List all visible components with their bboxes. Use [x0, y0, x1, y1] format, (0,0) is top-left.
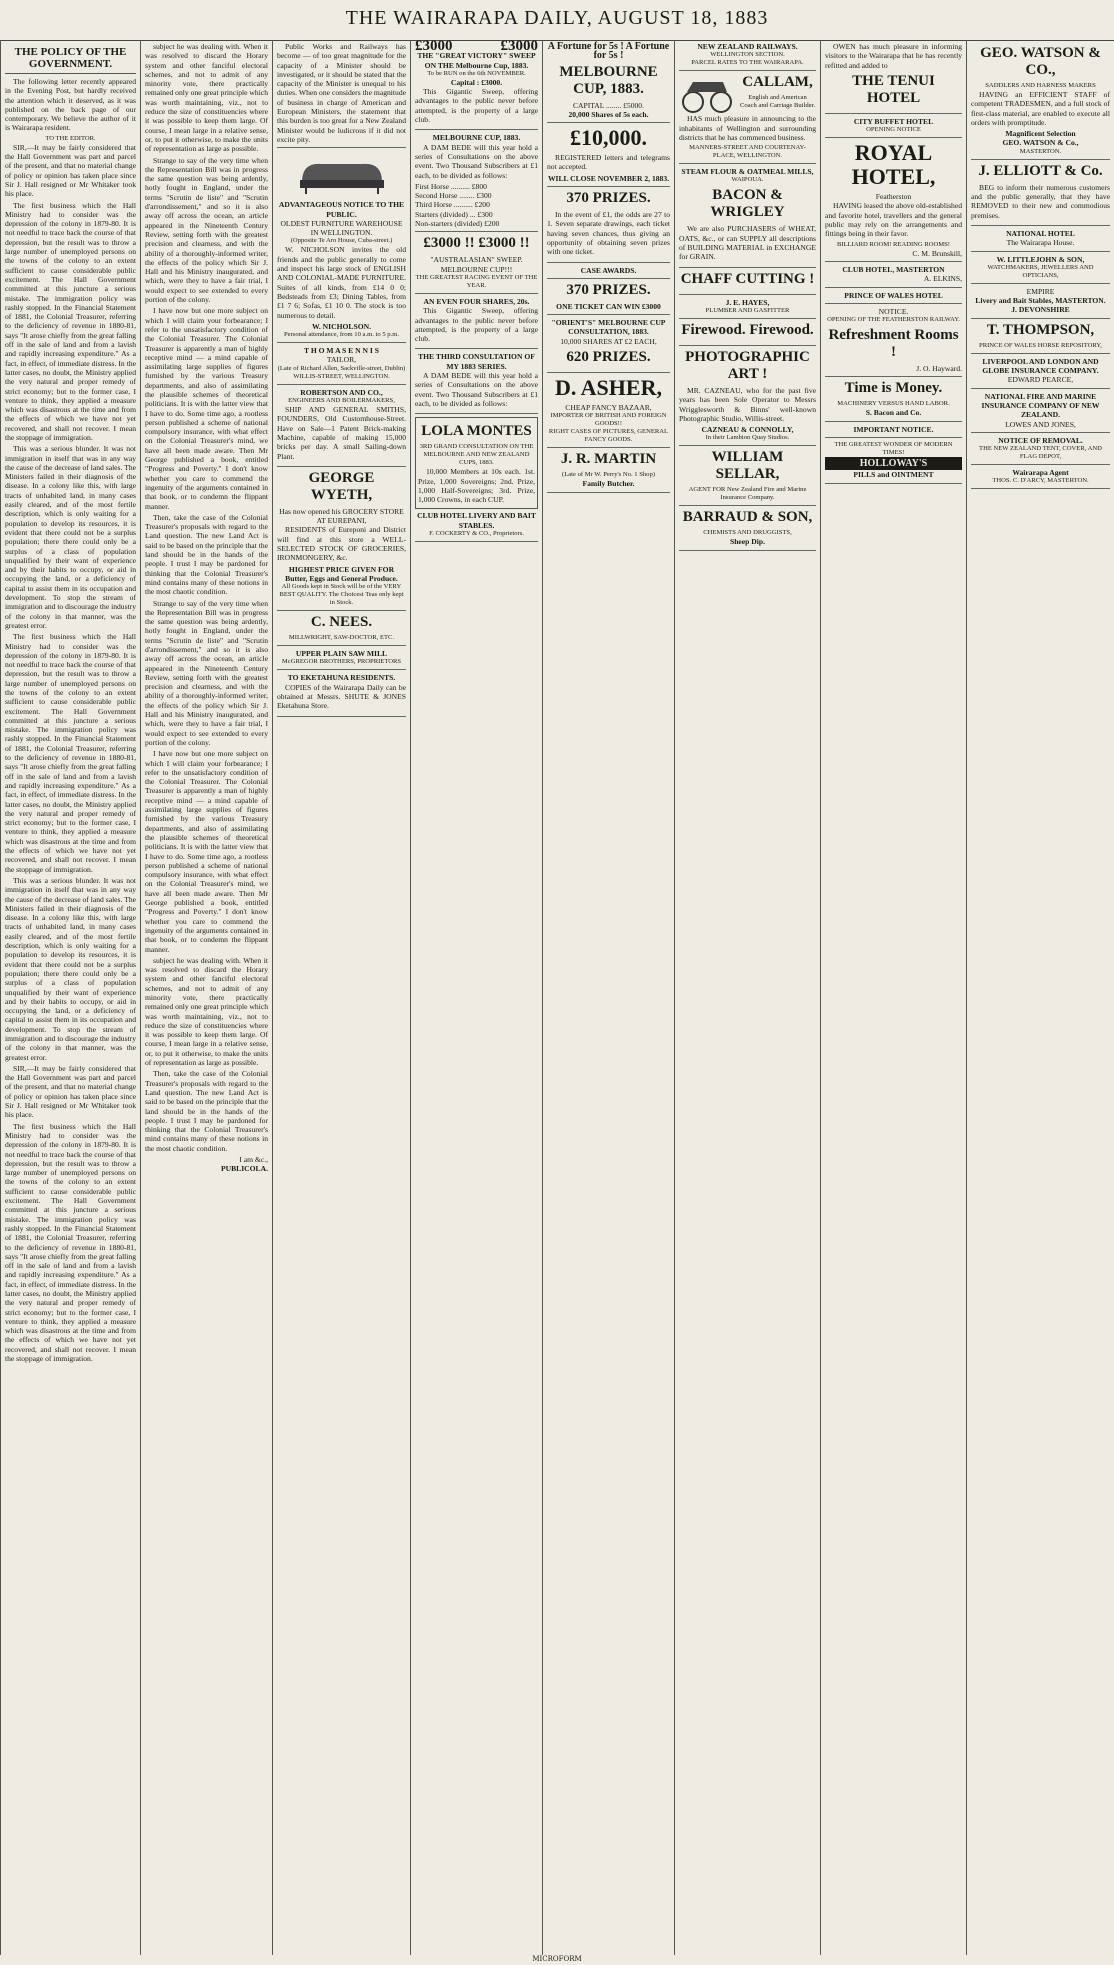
article-intro: The following letter recently appeared in the Evening Post, but hardly received the attention which it deserved, as it was published on the back page of our contemporary. We believe the author of it is Wairarapa resident.: [5, 77, 136, 133]
ad-photographic: PHOTOGRAPHIC ART ! MR. CAZNEAU, who for the past five years has been Sole Operator to Messrs Wrigglesworth & Binns' well-known Photographic Studio, Willis-street. CAZNEAU & CONNOLLY, In their Lambton Quay Studios.: [679, 349, 816, 446]
ad-saw-mill: UPPER PLAIN SAW MILL McGREGOR BROTHERS, PROPRIETORS: [277, 649, 406, 670]
ad-ennis: T H O M A S E N N I S TAILOR, (Late of Richard Allen, Sackville-street, Dublin) WILLIS-STREET, WELLINGTON.: [277, 346, 406, 385]
article-paragraph: Strange to say of the very time when the Representation Bill was in progress the same question was being ardently, hotly fought in England, under the terms "Scrutin de liste" and "Scrutin d'arrondissement," and so it is also away off across the ocean, an article appeared in the Nineteenth Century Review, setting forth with the greatest precision and clearness, and with the ability of a thoroughly-informed writer, the effects of the policy which Sir J. Hall and his Ministry inaugurated, and which, were they to have a fair trial, I would expect to see extended to every portion of the colony.: [145, 155, 268, 305]
article-paragraph: SIR,—It may be fairly considered that the Hall Government was part and parcel of the present, and that no material change of policy or opinion has taken place since Sir J. Hall resigned or Mr Whitaker took his place.: [5, 142, 136, 199]
article-paragraph: subject he was dealing with. When it was resolved to discard the Horary system and other fanciful electoral schemes, and not to admit of any minority vote, there practically remained only one great principle which was worth maintaining, viz., not to reduce the size of constituencies where it was possible to keep them large. Of course, I mean large in a relative sense, or, to put it otherwise, to make the units of representation as large as possible.: [145, 955, 268, 1068]
ad-railways: NEW ZEALAND RAILWAYS. WELLINGTON SECTION. PARCEL RATES TO THE WAIRARAPA.: [679, 42, 816, 71]
article-paragraph: This was a serious blunder. It was not immigration in itself that was in any way the cause of the decrease of land sales. The Ministers failed in their diagnosis of the disease. In a colony like this, with large tracts of unhabited land, in many cases easily cleared, and of the most fertile description, which is only waiting for a population to develop its resources, it is evident that there could not be a surplus population; there there could only be a surplus of a class of population unqualified by their want of experience and by their habits to occupy, or aid in occupying the land, or a deficiency of capital to assist them in its occupation and development. To stop the stream of immigration and to discourage the industry of the colony in that manner, was the greatest error.: [5, 444, 136, 630]
ad-time-is-money: Time is Money. MACHINERY VERSUS HAND LABOR. S. Bacon and Co.: [825, 380, 962, 421]
ad-asher: D. ASHER, CHEAP FANCY BAZAAR, IMPORTER OF BRITISH AND FOREIGN GOODS!! RIGHT CASES OF PICTURES, GENERAL FANCY GOODS.: [547, 376, 670, 448]
ad-elliott: J. ELLIOTT & Co. BEG to inform their numerous customers and the public generally, that they have REMOVED to their new and commodious premises.: [971, 163, 1110, 226]
ad-holloway: THE GREATEST WONDER OF MODERN TIMES! HOLLOWAY'S PILLS and OINTMENT: [825, 441, 962, 484]
ad-370-prizes-b: 370 PRIZES. ONE TICKET CAN WIN £3000: [547, 282, 670, 315]
article-paragraph: Then, take the case of the Colonial Treasurer's proposals with regard to the Land question. The new Land Act is said to be based on the principle that the land should be in the hands of the people. I trust I may be pardoned for thinking that the Colonial Treasurer's mind contains many of these notions in the most chaotic condition.: [145, 1069, 268, 1153]
article-paragraph: The first business which the Hall Ministry had to consider was the depression of the colony in 1879-80. It is not needful to trace back the course of that depression, but the result was to throw a large number of unemployed persons on the towns of the colony to an extent sufficient to cause considerable public excitement. The Hall Government committed at this juncture a serious mistake. The immigration policy was rashly stopped. In the Financial Statement of 1881, the Colonial Treasurer, referring to the deficiency of revenue in 1880-81, says "It arose chiefly from the great falling off in the sale of land and from a lavish and rapidly increasing expenditure." As a fact, in effect, of immediate distress. In the latter cases, no doubt, the Ministry applied the very natural and proper remedy of strict economy; but to the former case, I venture to think, they applied a measure which was disastrous at the time and from the effects of which we have not yet recovered, and shall not recover. I mean the stoppage of immigration.: [5, 200, 136, 442]
masthead: THE WAIRARAPA DAILY, AUGUST 18, 1883: [0, 0, 1114, 41]
ad-prince-of-wales: PRINCE OF WALES HOTEL: [825, 291, 962, 304]
ad-darcy: Wairarapa Agent THOS. C. D'ARCY, MASTERTON.: [971, 468, 1110, 489]
ad-firewood: Firewood. Firewood.: [679, 322, 816, 346]
column-4: [410, 40, 542, 1955]
sofa-illustration: [292, 152, 392, 196]
ad-removal: NOTICE OF REMOVAL. THE NEW ZEALAND TENT, COVER, AND FLAG DEPOT,: [971, 436, 1110, 465]
article-paragraph: I have now but one more subject on which I will claim your forbearance; I refer to the unsatisfactory condition of the Colonial Treasurer. The Colonial Treasurer is apparently a man of highly receptive mind — a mind capable of assimilating large supplies of figures furnished by the various Treasury departments, and also of assimilating the plausible schemes of theoretical politicians. It is with the latter view that I have to do. Some time ago, a rootless person published a scheme of national compulsory insurance, with what effect on the Colonial Treasurer's mind, we have all been made aware. Then Mr George published a book, entitled "Progress and Poverty." I don't know whether you care to commend the ingenuity of the arguments contained in that book, or to condemn the flippant manner.: [145, 749, 268, 954]
ad-city-buffet: CITY BUFFET HOTEL OPENING NOTICE: [825, 117, 962, 138]
ad-eketahuna: TO EKETAHUNA RESIDENTS. COPIES of the Wairarapa Daily can be obtained at Messrs. SHUTE & JONES Eketahuna Store.: [277, 673, 406, 716]
article-paragraph: The first business which the Hall Ministry had to consider was the depression of the colony in 1879-80. It is not needful to trace back the course of that depression, but the result was to throw a large number of unemployed persons on the towns of the colony to an extent sufficient to cause considerable public excitement. The Hall Government committed at this juncture a serious mistake. The immigration policy was rashly stopped. In the Financial Statement of 1881, the Colonial Treasurer, referring to the deficiency of revenue in 1880-81, says "It arose chiefly from the great falling off in the sale of land and from a lavish and rapidly increasing expenditure." As a fact, in effect, of immediate distress. In the latter cases, no doubt, the Ministry applied the very natural and proper remedy of strict economy; but to the former case, I venture to think, they applied a measure which was disastrous at the time and from the effects of which we have not yet recovered, and shall not recover. I mean the stoppage of immigration.: [5, 1121, 136, 1364]
ad-lola-montes: LOLA MONTES 3RD GRAND CONSULTATION ON THE MELBOURNE AND NEW ZEALAND CUPS, 1883. 10,000 Members at 10s each. 1st. Prize, 1,000 Sovereigns; 2nd. Prize, 1,000 Half-Sovereigns; 3rd. Prize, 1,000 Crowns, in each CUP.: [415, 417, 538, 509]
page-footer: MICROFORM: [532, 1955, 582, 1963]
article-paragraph: I have now but one more subject on which I will claim your forbearance; I refer to the unsatisfactory condition of the Colonial Treasurer. The Colonial Treasurer is apparently a man of highly receptive mind — a mind capable of assimilating large supplies of figures furnished by the various Treasury departments, and also of assimilating the plausible schemes of theoretical politicians. It is with the latter view that I have to do. Some time ago, a rootless person published a scheme of national compulsory insurance, with what effect on the Colonial Treasurer's mind, we have all been made aware. Then Mr George published a book, entitled "Progress and Poverty." I don't know whether you care to commend the ingenuity of the arguments contained in that book, or to condemn the flippant manner.: [145, 306, 268, 511]
column-3: [272, 40, 410, 1955]
ad-thompson: T. THOMPSON, PRINCE OF WALES HORSE REPOSITORY,: [971, 322, 1110, 354]
ad-watson: GEO. WATSON & CO., SADDLERS AND HARNESS MAKERS HAVING an EFFICIENT STAFF of competent TRADESMEN, and a full stock of first-class material, are enabled to execute all orders with promptitude. Magnificent Selection GEO. WATSON & Co., MASTERTON.: [971, 45, 1110, 160]
ad-sellar: WILLIAM SELLAR, AGENT FOR New Zealand Fire and Marine Insurance Company.: [679, 449, 816, 506]
column-6: [674, 40, 820, 1955]
ad-370-prizes: 370 PRIZES. In the event of £1, the odds are 27 to 1. Seven separate drawings, each ticket having seven chances, thus giving an opportunity of obtaining seven prizes with one ticket.: [547, 190, 670, 262]
ad-club-hotel: CLUB HOTEL LIVERY AND BAIT STABLES. F. COCKERTY & CO., Proprietors.: [415, 511, 538, 542]
ad-orients: "ORIENT'S" MELBOURNE CUP CONSULTATION, 1883. 10,000 SHARES AT £2 EACH, 620 PRIZES.: [547, 318, 670, 373]
ad-chaff: CHAFF CUTTING !: [679, 271, 816, 295]
ad-great-victory: THE "GREAT VICTORY" SWEEP ON THE Melbourne Cup, 1883. To be RUN on the 6th NOVEMBER. Capital : £3000. This Gigantic Sweep, offering advantages to the public never before attempted, is the property of a large club.: [415, 51, 538, 130]
ad-ten-thousand: £10,000. REGISTERED letters and telegrams not accepted. WILL CLOSE NOVEMBER 2, 1883.: [547, 126, 670, 187]
ad-waipoua-mills: STEAM FLOUR & OATMEAL MILLS, WAIPOUA. BACON & WRIGLEY We are also PURCHASERS of WHEAT, OATS, &c., or can SUPPLY all descriptions of BUILDING MATERIAL in EXCHANGE for GRAIN.: [679, 167, 816, 267]
ad-empire-stables: EMPIRE Livery and Bait Stables, MASTERTON. J. DEVONSHIRE: [971, 287, 1110, 319]
article-paragraph: Strange to say of the very time when the Representation Bill was in progress the same question was being ardently, hotly fought in England, under the terms "Scrutin de liste" and "Scrutin d'arrondissement," and so it is also away off across the ocean, an article appeared in the Nineteenth Century Review, setting forth with the greatest precision and clearness, and with the ability of a thoroughly-informed writer, the effects of the policy which Sir J. Hall and his Ministry inaugurated, and which, were they to have a fair trial, I would expect to see extended to every portion of the colony.: [145, 598, 268, 747]
ad-adam-bede: MELBOURNE CUP, 1883. A DAM BEDE will this year hold a series of Consultations on the above event. Two Thousand Subscribers at £1 each, to be divided as follows: First Horse .......... £800 Second Horse ........ £300 Third Horse .......... £200 Starters (divided) ... £300 Non-starters (divided) £200: [415, 133, 538, 232]
ad-callam: CALLAM, English and American Coach and Carriage Builder. HAS much pleasure in announcing to the inhabitants of Wellington and surrounding districts that he has commenced business. MANNERS-STREET AND COURTENAY-PLACE, WELLINGTON.: [679, 74, 816, 164]
ad-important-notice: IMPORTANT NOTICE.: [825, 425, 962, 438]
article-paragraph: SIR,—It may be fairly considered that the Hall Government was part and parcel of the present, and that no material change of policy or opinion has taken place since Sir J. Hall resigned or Mr Whitaker took his place.: [5, 1063, 136, 1120]
ad-nicholson: ADVANTAGEOUS NOTICE TO THE PUBLIC. OLDEST FURNITURE WAREHOUSE IN WELLINGTON. (Opposite Te Aro House, Cuba-street.) W. NICHOLSON invites the old friends and the public generally to come and inspect his large stock of ENGLISH AND COLONIAL-MADE FURNITURE. Suites of all kinds, from £14 0 0; Bedsteads from £3; Dining Tables, from £1 7 6; Sofas, £1 10 0. The stock is too numerous to detail. W. NICHOLSON. Personal attendance, from 10 a.m. to 5 p.m.: [277, 200, 406, 343]
article-paragraph: subject he was dealing with. When it was resolved to discard the Horary system and other fanciful electoral schemes, and not to admit of any minority vote, there practically remained only one great principle which was worth maintaining, viz., not to reduce the size of constituencies where it was possible to keep them large. Of course, I mean large in a relative sense, or, to put it otherwise, to make the units of representation as large as possible.: [145, 42, 268, 154]
ad-nees: C. NEES. MILLWRIGHT, SAW-DOCTOR, ETC.: [277, 614, 406, 646]
article-paragraph: Then, take the case of the Colonial Treasurer's proposals with regard to the Land question. The new Land Act is said to be based on the principle that the land should be in the hands of the people. I trust I may be pardoned for thinking that the Colonial Treasurer's mind contains many of these notions in the most chaotic condition.: [145, 512, 268, 597]
ad-case-awards: CASE AWARDS.: [547, 266, 670, 279]
column-2: [140, 40, 272, 1955]
ad-refreshment: NOTICE. OPENING OF THE FEATHERSTON RAILWAY. Refreshment Rooms ! J. O. Hayward.: [825, 307, 962, 378]
ad-littlejohn: W. LITTLEJOHN & SON, WATCHMAKERS, JEWELLERS AND OPTICIANS,: [971, 255, 1110, 284]
article-paragraph: The first business which the Hall Ministry had to consider was the depression of the colony in 1879-80. It is not needful to trace back the course of that depression, but the result was to throw a large number of unemployed persons on the towns of the colony to an extent sufficient to cause considerable public excitement. The Hall Government committed at this juncture a serious mistake. The immigration policy was rashly stopped. In the Financial Statement of 1881, the Colonial Treasurer, referring to the deficiency of revenue in 1880-81, says "It arose chiefly from the great falling off in the sale of land and from a lavish and rapidly increasing expenditure." As a fact, in effect, of immediate distress. In the latter cases, no doubt, the Ministry applied the very natural and proper remedy of strict economy; but to the former case, I venture to think, they applied a measure which was disastrous at the time and from the effects of which we have not yet recovered, and shall not recover. I mean the stoppage of immigration.: [5, 632, 136, 874]
signature: PUBLICOLA.: [220, 1164, 268, 1174]
ad-tenui-hotel: OWEN has much pleasure in informing visitors to the Wairarapa that he has recently refitted and added to THE TENUI HOTEL: [825, 42, 962, 114]
ad-hayes: J. E. HAYES, PLUMBER AND GASFITTER: [679, 298, 816, 319]
article-paragraph: Public Works and Railways has become — of too great magnitude for the capacity of a Minister should be investigated, or it should be stated that the capacity of the Minister is unequal to his duties. When one considers the magnitude of business in charge of American and European Ministers, the statement that this burden is too great for a New Zealand Minister would be ludicrous if it did not excite pity.: [277, 42, 406, 148]
ad-wyeth: GEORGE WYETH, Has now opened his GROCERY STORE AT EUREPANI, RESIDENTS of Eureponi and District will find at this store a WELL-SELECTED STOCK OF GROCERIES, IRONMONGERY, &c. HIGHEST PRICE GIVEN FOR Butter, Eggs and General Produce. All Goods kept in Stock will be of the VERY BEST QUALITY. The Choicest Teas only kept in Stock.: [277, 470, 406, 611]
sweep-badges: £3000 £3000: [415, 40, 538, 54]
ad-robertson: ROBERTSON AND CO., ENGINEERS AND BOILERMAKERS, SHIP AND GENERAL SMITHS, FOUNDERS, Old Customhouse-Street. Have on Sale—1 Patent Brick-making Machine, capable of making 15,000 bricks per day. A small Sailing-down Plant.: [277, 388, 406, 467]
to-editor: TO THE EDITOR.: [45, 134, 96, 142]
ad-national-fire: NATIONAL FIRE AND MARINE INSURANCE COMPANY OF NEW ZEALAND. LOWES AND JONES,: [971, 392, 1110, 433]
ad-martin: J. R. MARTIN (Late of Mr W. Perry's No. 1 Shop) Family Butcher.: [547, 451, 670, 492]
column-8: [966, 40, 1114, 1955]
ad-australasian: £3000 !! £3000 !! "AUSTRALASIAN" SWEEP. MELBOURNE CUP!!! THE GREATEST RACING EVENT OF THE YEAR.: [415, 235, 538, 294]
ad-royal-hotel: ROYAL HOTEL, Featherston HAVING leased the above old-established and favorite hotel, travellers and the general public may rely on the arrangements and fittings being in their favor. BILLIARD ROOM! READING ROOMS! C. M. Brunskill,: [825, 141, 962, 262]
signoff: I am &c.,: [239, 1155, 268, 1165]
column-7: [820, 40, 966, 1955]
ad-club-hotel-masterton: CLUB HOTEL, MASTERTON A. ELKINS,: [825, 265, 962, 288]
ad-liverpool-insurance: LIVERPOOL AND LONDON AND GLOBE INSURANCE COMPANY. EDWARD PEARCE,: [971, 357, 1110, 389]
ad-national-hotel: NATIONAL HOTEL The Wairarapa House.: [971, 229, 1110, 252]
ad-third-consultation: THE THIRD CONSULTATION OF MY 1883 SERIES. A DAM BEDE will this year hold a series of Consultations on the above event. Two Thousand Subscribers at £1 each, to be divided as follows:: [415, 352, 538, 414]
article-heading: THE POLICY OF THE GOVERNMENT.: [14, 46, 127, 70]
buggy-illustration: [679, 74, 735, 114]
column-1: [0, 40, 140, 1955]
ad-barraud: BARRAUD & SON, CHEMISTS AND DRUGGISTS, Sheep Dip.: [679, 509, 816, 550]
article-paragraph: This was a serious blunder. It was not immigration in itself that was in any way the cause of the decrease of land sales. The Ministers failed in their diagnosis of the disease. In a colony like this, with large tracts of unhabited land, in many cases easily cleared, and of the most fertile description, which is only waiting for a population to develop its resources, it is evident that there could not be a surplus population; there there could only be a surplus of a class of population unqualified by their want of experience and by their habits to occupy, or aid in occupying the land, or a deficiency of capital to assist them in its occupation and development. To stop the stream of immigration and to discourage the industry of the colony in that manner, was the greatest error.: [5, 875, 136, 1062]
ad-even-four: AN EVEN FOUR SHARES, 20s. This Gigantic Sweep, offering advantages to the public never before attempted, is the property of a large club.: [415, 297, 538, 349]
column-5: [542, 40, 674, 1955]
ad-fortune: A Fortune for 5s ! A Fortune for 5s ! MELBOURNE CUP, 1883. CAPITAL ........ £5000. 20,000 Shares of 5s each.: [547, 42, 670, 123]
